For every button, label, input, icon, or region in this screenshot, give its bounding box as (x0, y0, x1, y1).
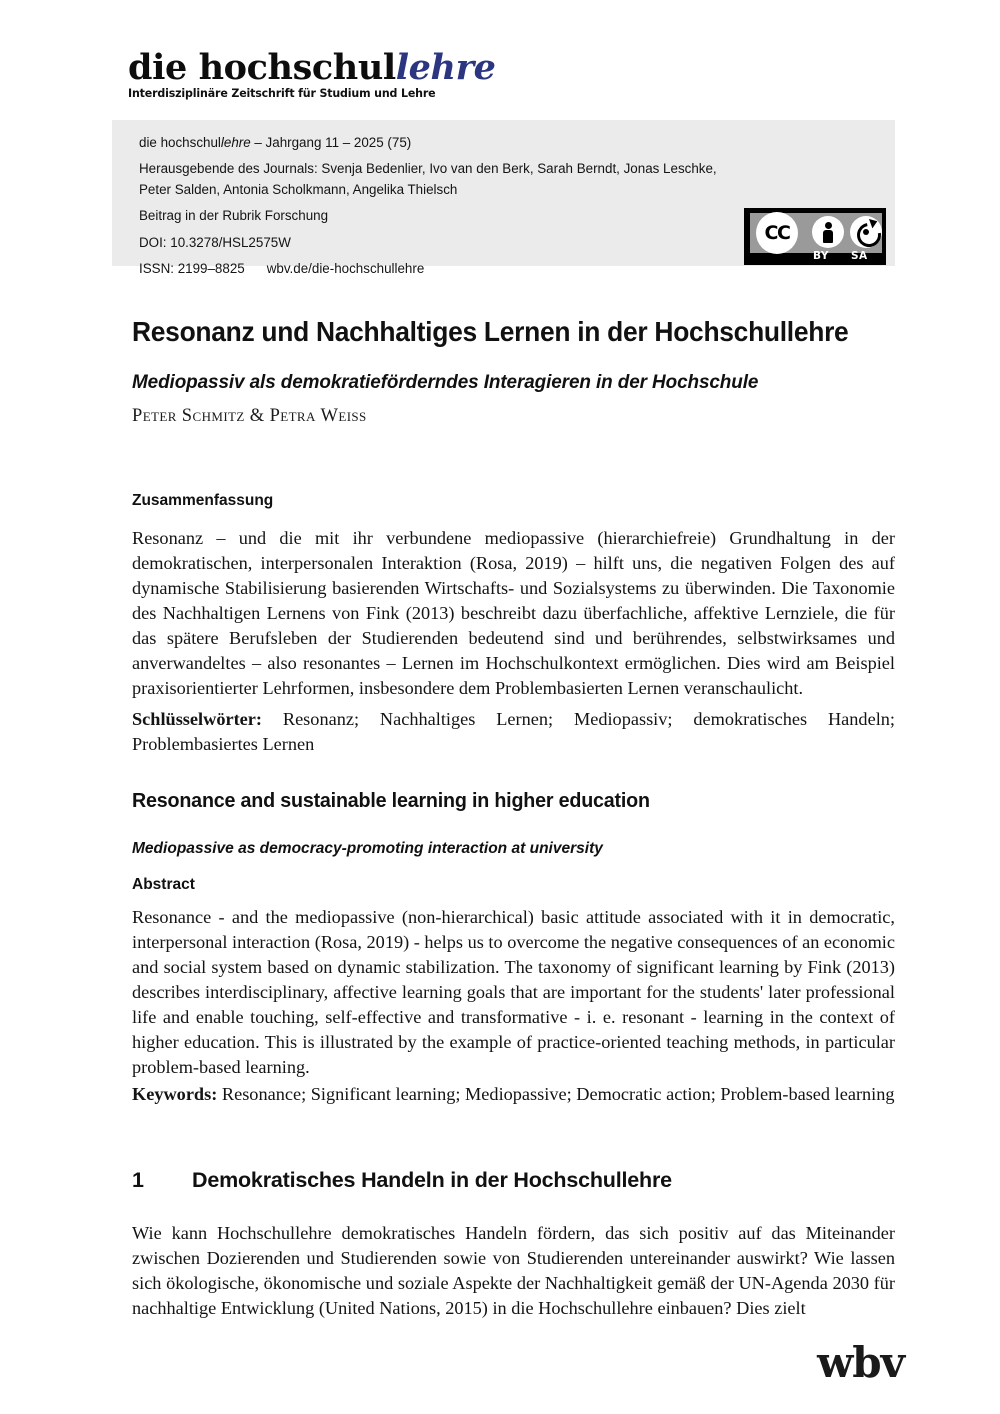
journal-logo-title-main: die hochschul (128, 47, 396, 88)
abstract-en-body: Resonance - and the mediopassive (non-hierarchical) basic attitude associated with it in democratic, interpersonal interaction (Rosa, 2019) - helps us to overcome the negative consequences of an economic and social system based on dynamic stabilization. The taxonomy of significant learning by Fink (2013) describes interdisciplinary, affective learning goals that are important for the students' later professional life and enable touching, self-effective and transformative - i. e. resonant - learning in the context of higher education. This is illustrated by the example of practice-oriented teaching methods, in particular problem-based learning. (132, 907, 895, 1077)
cc-by-head-shape (825, 222, 832, 229)
abstract-de-keywords (132, 707, 895, 757)
abstract-en-keywords-label: Keywords: (132, 1084, 218, 1104)
metadata-issue (139, 133, 739, 153)
metadata-journal-url[interactable]: wbv.de/die-hochschullehre (266, 260, 425, 276)
abstract-en-keywords (132, 1082, 895, 1107)
cc-sa-label: SA (851, 250, 868, 262)
metadata-editors (139, 159, 739, 200)
cc-by-body-shape (823, 230, 833, 243)
cc-by-label: BY (813, 250, 830, 262)
cc-by-person-icon (812, 216, 844, 248)
abstract-de-heading: Zusammenfassung (132, 492, 274, 509)
abstract-en-keywords-list: Resonance; Significant learning; Mediopassive; Democratic action; Problem-based learning (217, 1084, 895, 1104)
cc-badge-inner (750, 213, 882, 253)
metadata-issn: ISSN: 2199–8825 (139, 260, 245, 276)
section-1-number: 1 (132, 1168, 144, 1192)
metadata-rubric: Beitrag in der Rubrik Forschung (139, 208, 329, 224)
metadata-issue-italic: lehre (220, 135, 251, 150)
cc-sa-ring-shape (852, 218, 885, 251)
journal-logo-title-accent: lehre (395, 47, 496, 88)
abstract-en-title: Resonance and sustainable learning in higher education (132, 789, 650, 812)
article-title: Resonanz und Nachhaltiges Lernen in der Hochschullehre (132, 316, 849, 348)
abstract-de-keywords-label: Schlüsselwörter: (132, 709, 262, 729)
cc-badge-labels (750, 250, 882, 262)
cc-license-badge[interactable] (744, 208, 886, 265)
journal-logo-title (128, 47, 608, 88)
journal-logo-subtitle: Interdisziplinäre Zeitschrift für Studium und Lehre (128, 87, 436, 100)
metadata-editors-line2: Peter Salden, Antonia Scholkmann, Angelika Thielsch (139, 181, 458, 197)
journal-logo (128, 47, 608, 100)
metadata-doi: DOI: 10.3278/HSL2575W (139, 234, 291, 250)
section-1-body: Wie kann Hochschullehre demokratisches Handeln fördern, das sich positiv auf das Miteinander zwischen Dozierenden und Studierenden sowie von Studierenden untereinander auswirkt? Wie lassen sich ökologische, ökonomische und soziale Aspekte der Nachhaltigkeit gemäß der UN-Agenda 2030 für nachhaltige Entwicklung (United Nations, 2015) in die Hochschullehre einbauen? Dies zielt (132, 1223, 895, 1318)
abstract-en-heading: Abstract (132, 876, 195, 893)
abstract-de-body: Resonanz – und die mit ihr verbundene mediopassive (hierarchiefreie) Grundhaltung in der demokratischen, interpersonalen Interaktion (Rosa, 2019) – hilft uns, die negativen Folgen des auf dynamische Stabilisierung basierenden Wirtschafts- und Sozialsystems zu überwinden. Die Taxonomie des Nachhaltigen Lernens von Fink (2013) beschreibt dazu überfachliche, affektive Lernziele, die für das spätere Berufsleben der Studierenden bedeutend sind und berührendes, selbstwirksames und anverwandeltes – also resonantes – Lernen im Hochschulkontext ermöglichen. Dies wird am Beispiel praxisorientierter Lehrformen, insbesondere dem Problembasierten Lernen veranschaulicht. (132, 528, 895, 698)
article-subtitle: Mediopassiv als demokratieförderndes Interagieren in der Hochschule (132, 371, 759, 394)
metadata-lines (139, 133, 739, 279)
metadata-issn-row (139, 259, 739, 279)
section-1-title: Demokratisches Handeln in der Hochschullehre (192, 1168, 672, 1192)
metadata-issue-suffix: – Jahrgang 11 – 2025 (75) (250, 135, 412, 150)
wbv-publisher-logo: wbv (817, 1338, 904, 1387)
metadata-editors-line1: Herausgebende des Journals: Svenja Bedenlier, Ivo van den Berk, Sarah Berndt, Jonas Leschke, (139, 161, 717, 177)
creative-commons-icon: CC (756, 212, 798, 254)
metadata-issue-prefix: die hochschul (139, 135, 221, 150)
cc-sa-dot-shape (863, 229, 869, 235)
abstract-de-keywords-list: Resonanz; Nachhaltiges Lernen; Mediopassiv; demokratisches Handeln; Problembasiertes Lernen (132, 709, 895, 754)
section-1-heading (132, 1168, 912, 1193)
cc-sa-share-alike-icon (850, 216, 882, 248)
article-authors: Peter Schmitz & Petra Weiss (132, 406, 367, 426)
abstract-en-subtitle: Mediopassive as democracy-promoting interaction at university (132, 840, 603, 857)
metadata-band (112, 120, 895, 276)
